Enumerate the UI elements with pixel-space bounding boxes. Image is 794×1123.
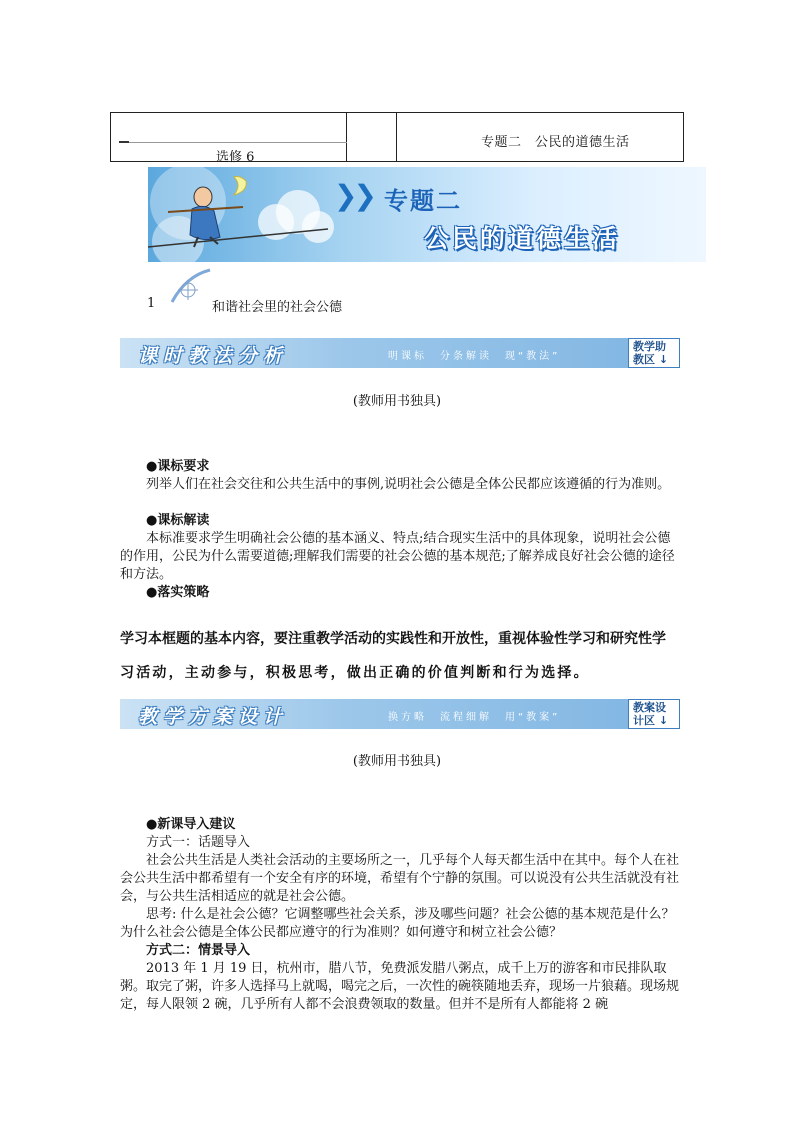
heading-curriculum-interpretation: ●课标解读: [146, 513, 210, 528]
lesson-title: 和谐社会里的社会公德: [212, 300, 343, 315]
paragraph-thinking-questions: 思考: 什么是社会公德？它调整哪些社会关系，涉及哪些问题？社会公德的基本规范是什么？为什么社会公德是全体公民都应遵守的行为准则？如何遵守和树立社会公德？: [120, 907, 675, 940]
moon-icon: [234, 177, 246, 196]
header-rule-mark: [119, 141, 129, 143]
header-cell-middle: [347, 113, 397, 161]
section-title: 教学方案设计: [138, 706, 289, 728]
header-left-text: 选修 6: [216, 150, 255, 165]
section-subtitle: 明课标 分条解读 现“教法”: [388, 351, 561, 362]
method-two-label: 方式二：情景导入: [146, 943, 251, 958]
heading-implementation-strategy: ●落实策略: [146, 585, 210, 600]
section-subtitle: 换方略 流程细解 用“教案”: [388, 712, 561, 723]
section-tag-box: [628, 699, 680, 729]
heading-new-lesson-intro: ●新课导入建议: [146, 817, 236, 832]
section-tag-box: [628, 338, 680, 368]
header-cell-right: [397, 113, 683, 161]
section-tag-line2: 教区 ↓: [633, 353, 669, 366]
teacher-only-note: (教师用书独具): [352, 394, 442, 409]
section-bar-lesson-plan: [120, 699, 680, 729]
section-bar-teaching-analysis: [120, 338, 680, 368]
compass-target-icon: [168, 268, 214, 308]
heading-curriculum-requirements: ●课标要求: [146, 459, 210, 474]
header-table: [110, 112, 684, 165]
method-one-label: 方式一：话题导入: [146, 835, 251, 850]
section-tag-line2: 计区 ↓: [633, 714, 669, 727]
header-rule: [119, 142, 347, 143]
paragraph-method-two: 2013 年 1 月 19 日，杭州市，腊八节，免费派发腊八粥点，成千上万的游客和市民排队取粥。取完了粥，许多人选择马上就喝，喝完之后，一次性的碗筷随地丢弃，现场一片狼藉。现场规定，每人限领 2 碗，几乎所有人都不会浪费领取的数量。但并不是所有人都能将 2 碗: [120, 961, 680, 1012]
banner-topic-number: 专题二: [384, 187, 462, 215]
section-tag-line1: 教案设: [633, 701, 666, 714]
paragraph-method-one: 社会公共生活是人类社会活动的主要场所之一，几乎每个人每天都生活中在其中。每个人在社会公共生活中都希望有一个安全有序的环境，希望有个宁静的氛围。可以说没有公共生活就没有社会，与公共生活相适应的就是社会公德。: [120, 853, 680, 904]
strategy-text-line1: 学习本框题的基本内容，要注重教学活动的实践性和开放性，重视体验性学习和研究性学: [120, 631, 666, 647]
paragraph-curriculum-requirements: 列举人们在社会交往和公共生活中的事例,说明社会公德是全体公民都应该遵循的行为准则。: [146, 477, 671, 492]
section-tag-line1: 教学助: [633, 340, 666, 353]
topic-banner: [148, 167, 706, 262]
header-cell-left: [111, 113, 347, 165]
section-title: 课时教法分析: [138, 345, 289, 367]
strategy-text-line2: 习活动，主动参与，积极思考，做出正确的价值判断和行为选择。: [120, 665, 590, 681]
double-chevron-icon: ❯❯: [334, 179, 373, 212]
paragraph-curriculum-interpretation: 本标准要求学生明确社会公德的基本涵义、特点;结合现实生活中的具体现象，说明社会公德的作用，公民为什么需要道德;理解我们需要的社会公德的基本规范;了解养成良好社会公德的途径和方法。: [120, 531, 675, 582]
header-right-text: 专题二 公民的道德生活: [481, 135, 630, 150]
banner-topic-title: 公民的道德生活: [424, 224, 621, 253]
lesson-number: 1: [147, 296, 156, 311]
teacher-only-note: (教师用书独具): [352, 754, 442, 769]
